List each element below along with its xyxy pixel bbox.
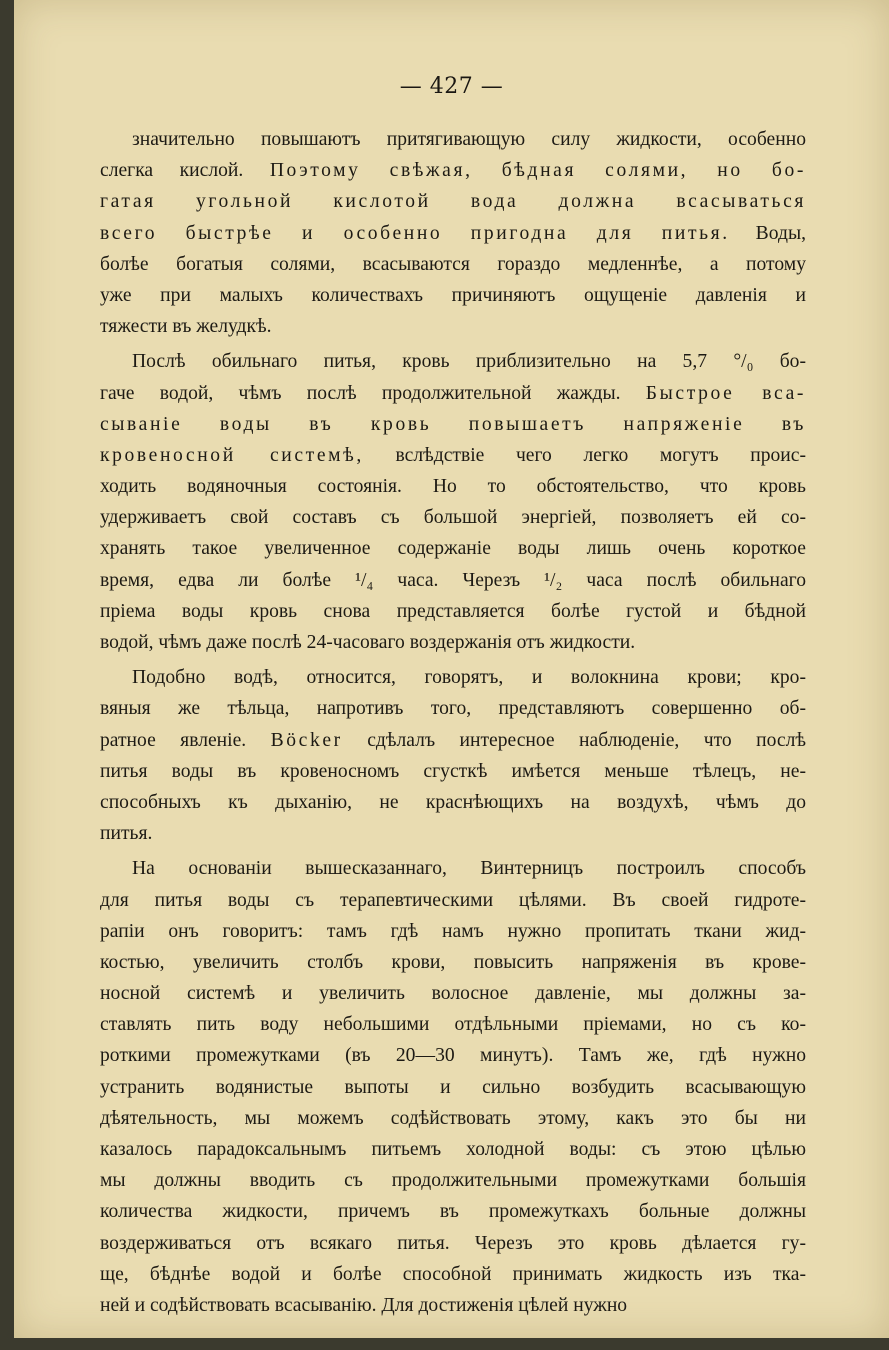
text-line: кровеносной системѣ, вслѣдствіе чего легко могутъ проис-	[100, 444, 807, 466]
text-line: всего быстрѣе и особенно пригодна для питья. Воды,	[100, 222, 807, 244]
paragraph	[100, 124, 806, 342]
text-line: пріема воды кровь снова представляется болѣе густой и бѣдной	[100, 600, 806, 622]
text-line: Послѣ обильнаго питья, кровь приблизительно на 5,7 °/₀ бо-	[132, 351, 806, 373]
text-line: носной системѣ и увеличить волосное давленіе, мы должны за-	[100, 983, 806, 1005]
text-line: вяныя же тѣльца, напротивъ того, представляютъ совершенно об-	[100, 698, 806, 720]
text-line: ратное явленіе. Böcker сдѣлалъ интересное наблюденіе, что послѣ	[100, 729, 806, 751]
text-line: болѣе богатыя солями, всасываются гораздо медленнѣе, а потому	[100, 253, 806, 275]
text-line	[100, 409, 806, 440]
paragraph	[100, 346, 806, 658]
spaced-emphasis: Быстрое вса-	[645, 382, 806, 404]
page-body	[100, 124, 806, 1321]
text-line: питья.	[100, 823, 153, 845]
spaced-emphasis: всего быстрѣе и особенно пригодна для питья.	[100, 222, 730, 244]
text-line: для питья воды съ терапевтическими цѣлями. Въ своей гидроте-	[100, 889, 806, 911]
text-line: удерживаетъ свой составъ съ большой энергіей, позволяетъ ей со-	[100, 507, 806, 529]
text-line: способныхъ къ дыханію, не краснѣющихъ на воздухѣ, чѣмъ до	[100, 791, 806, 813]
text-line: гаче водой, чѣмъ послѣ продолжительной жажды. Быстрое вса-	[100, 382, 806, 404]
text-line: значительно повышаютъ притягивающую силу жидкости, особенно	[132, 129, 806, 150]
text-line: ще, бѣднѣе водой и болѣе способной принимать жидкость изъ тка-	[100, 1263, 806, 1285]
text-line: водой, чѣмъ даже послѣ 24-часоваго воздержанія отъ жидкости.	[100, 632, 636, 653]
text-line: дѣятельность, мы можемъ содѣйствовать этому, какъ это бы ни	[100, 1107, 806, 1129]
spaced-emphasis: Поэтому свѣжая, бѣдная солями, но бо-	[269, 160, 806, 182]
text-line: уже при малыхъ количествахъ причиняютъ ощущеніе давленія и	[100, 284, 806, 306]
text-line: слегка кислой. Поэтому свѣжая, бѣдная солями, но бо-	[100, 160, 806, 182]
text-line: ходить водяночныя состоянія. Но то обстоятельство, что кровь	[100, 476, 806, 498]
text-line: ней и содѣйствовать всасыванію. Для достиженія цѣлей нужно	[100, 1294, 628, 1316]
text-line: костью, увеличить столбъ крови, повысить напряженія въ крове-	[100, 951, 806, 973]
text-line: ставлять пить воду небольшими отдѣльными пріемами, но съ ко-	[100, 1014, 806, 1036]
text-line: питья воды въ кровеносномъ сгусткѣ имѣется меньше тѣлецъ, не-	[100, 760, 806, 782]
text-line: устранить водянистые выпоты и сильно возбудить всасывающую	[100, 1076, 806, 1098]
book-page	[14, 0, 889, 1338]
text-line: количества жидкости, причемъ въ промежуткахъ больные должны	[100, 1201, 806, 1223]
text-line: тяжести въ желудкѣ.	[100, 316, 272, 338]
spaced-emphasis: кровеносной системѣ,	[100, 444, 364, 466]
paragraph	[100, 662, 806, 849]
paragraph	[100, 853, 806, 1321]
page-number: — 427 —	[399, 74, 504, 99]
text-line: время, едва ли болѣе ¹/₄ часа. Черезъ ¹/₂ часа послѣ обильнаго	[100, 569, 806, 591]
text-line: Подобно водѣ, относится, говорятъ, и волокнина крови; кро-	[132, 667, 806, 689]
spaced-emphasis: гатая угольной кислотой вода должна всасываться	[100, 191, 806, 213]
text-line: На основаніи вышесказаннаго, Винтерницъ построилъ способъ	[132, 858, 806, 880]
spaced-emphasis: Böcker	[270, 729, 343, 751]
text-line: роткими промежутками (въ 20—30 минутъ). Тамъ же, гдѣ нужно	[100, 1045, 806, 1067]
text-line: рапіи онъ говоритъ: тамъ гдѣ намъ нужно пропитать ткани жид-	[100, 920, 806, 942]
text-line: воздерживаться отъ всякаго питья. Черезъ это кровь дѣлается гу-	[100, 1232, 806, 1254]
text-line: мы должны вводить съ продолжительными промежутками большія	[100, 1170, 806, 1192]
text-line: хранять такое увеличенное содержаніе воды лишь очень короткое	[100, 538, 806, 560]
text-line	[100, 186, 806, 217]
spaced-emphasis: сываніе воды въ кровь повышаетъ напряженіе въ	[100, 413, 806, 435]
text-line: казалось парадоксальнымъ питьемъ холодной воды: съ этою цѣлью	[100, 1139, 806, 1160]
